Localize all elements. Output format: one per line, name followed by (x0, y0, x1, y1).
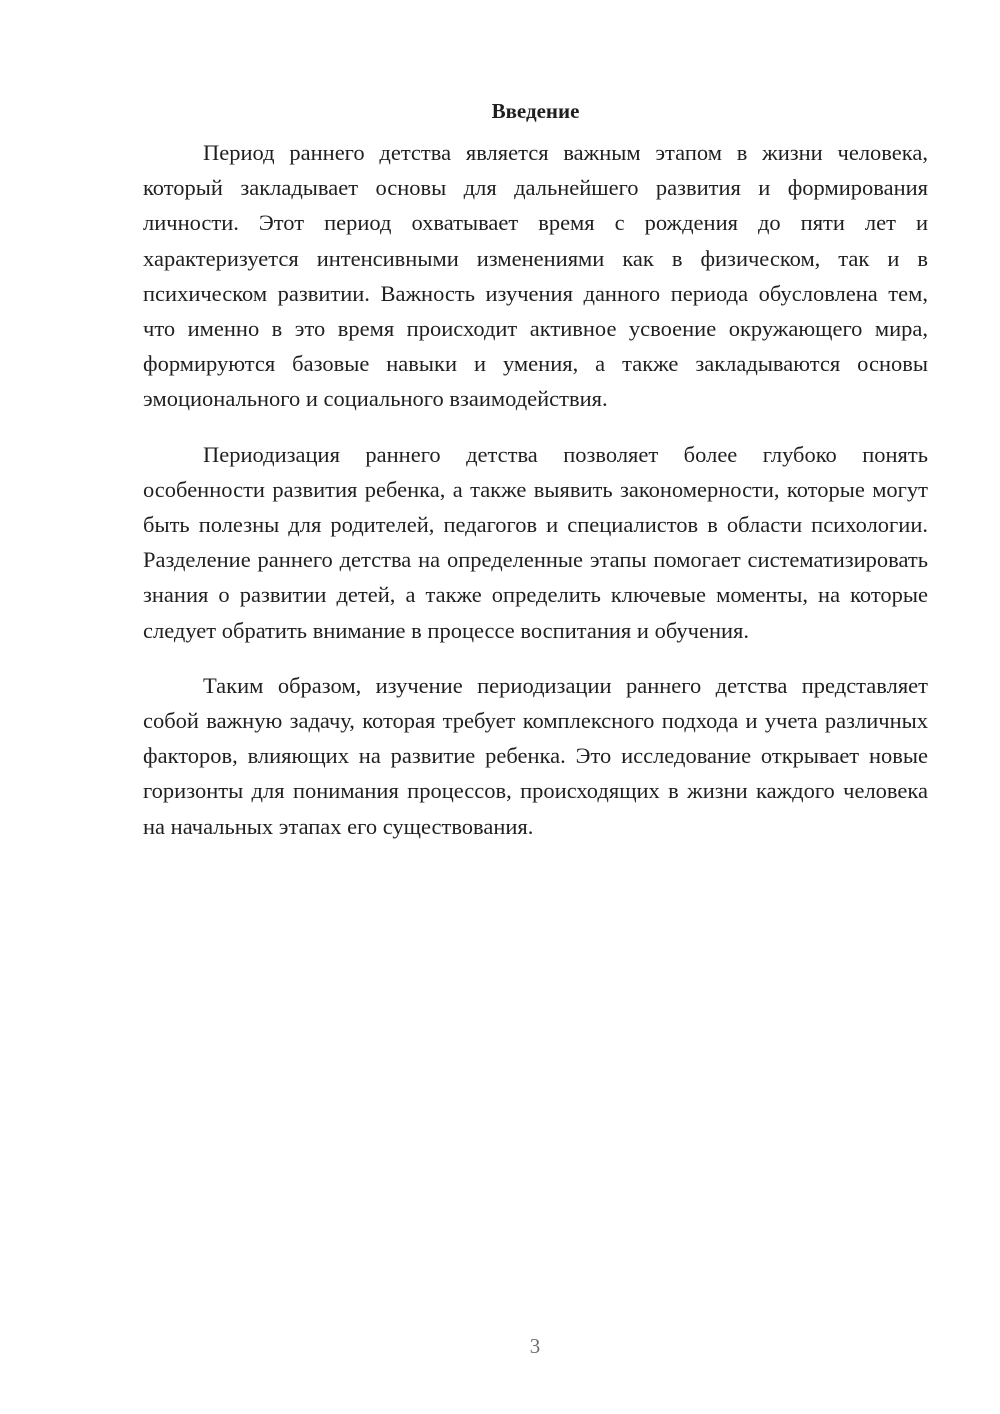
paragraph-2: Периодизация раннего детства позволяет более глубоко понять особенности развития ребенка, а также выявить закономерности, которые могут быть полезны для родителей, педагогов и специалистов в области психологии. Разделение раннего детства на определенные этапы помогает систематизировать знания о развитии детей, а также определить ключевые моменты, на которые следует обратить внимание в процессе воспитания и обучения. (143, 441, 928, 643)
page-content (143, 96, 928, 844)
page-number: 3 (529, 1334, 541, 1358)
section-title: Введение (491, 99, 580, 123)
paragraph-1: Период раннего детства является важным этапом в жизни человека, который закладывает основы для дальнейшего развития и формирования личности. Этот период охватывает время с рождения до пяти лет и характеризуется интенсивными изменениями как в физическом, так и в психическом развитии. Важность изучения данного периода обусловлена тем, что именно в это время происходит активное усвоение окружающего мира, формируются базовые навыки и умения, а также закладываются основы эмоционального и социального взаимодействия. (143, 140, 928, 412)
paragraph-3: Таким образом, изучение периодизации раннего детства представляет собой важную задачу, которая требует комплексного подхода и учета различных факторов, влияющих на развитие ребенка. Это исследование открывает новые горизонты для понимания процессов, происходящих в жизни каждого человека на начальных этапах его существования. (143, 672, 928, 839)
